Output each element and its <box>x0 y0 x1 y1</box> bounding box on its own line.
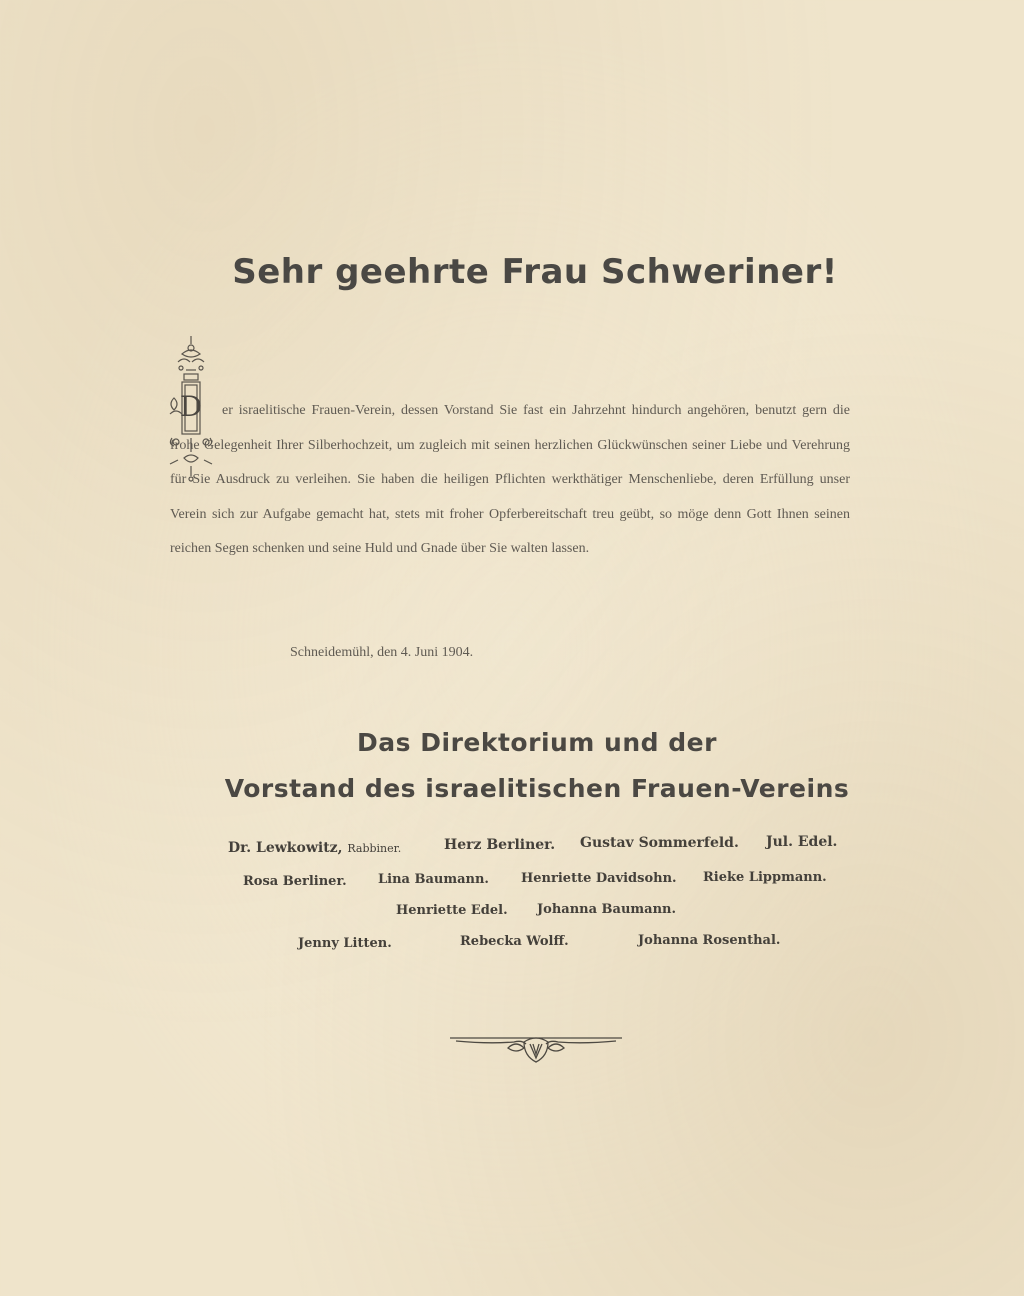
signatory-name: Dr. Lewkowitz, <box>228 840 343 856</box>
signatory <box>460 934 569 949</box>
signatory <box>537 902 676 917</box>
signatory-name: Rosa Berliner. <box>243 874 347 889</box>
signatory-name: Henriette Davidsohn. <box>521 871 677 886</box>
signatory-name: Lina Baumann. <box>378 872 489 887</box>
signatory-name: Jul. Edel. <box>766 834 838 850</box>
initial-letter: D <box>179 390 203 423</box>
signatory-name: Rieke Lippmann. <box>703 870 827 885</box>
heading-line-2: Vorstand des israelitischen Frauen-Vereins <box>224 774 850 803</box>
signatory-name: Jenny Litten. <box>298 936 392 951</box>
signatory <box>243 874 347 889</box>
signatory-name: Johanna Rosenthal. <box>638 933 781 948</box>
signatory-name: Johanna Baumann. <box>537 902 677 917</box>
signatory <box>444 837 555 853</box>
initial-spacer <box>170 400 222 414</box>
fleuron-divider-icon <box>448 1028 624 1068</box>
heading-line-1: Das Direktorium und der <box>357 728 717 757</box>
signatory <box>228 840 401 856</box>
letter-body <box>170 394 850 567</box>
signatory-name: Gustav Sommerfeld. <box>580 835 739 851</box>
letter-first-line: er israelitische Frauen-Verein, dessen Vorstand Sie fast ein Jahrzehnt hindurch angehören, <box>222 403 750 418</box>
signatory-name: Rebecka Wolff. <box>460 934 569 949</box>
signatory-role: Rabbiner. <box>347 842 402 855</box>
signatory <box>580 835 739 851</box>
signatory <box>378 872 489 887</box>
salutation: Sehr geehrte Frau Schweriner! <box>232 252 838 292</box>
signatory-name: Henriette Edel. <box>396 903 508 918</box>
signatory-name: Herz Berliner. <box>444 837 556 853</box>
signatory <box>638 933 780 948</box>
signatory <box>766 834 837 850</box>
signatory <box>703 870 827 885</box>
letter-rest: benutzt gern die frohe Gelegenheit Ihrer Silberhochzeit, um zugleich mit seinen herzlichen Glückwünschen seiner Liebe und Verehrung für Sie Ausdruck zu verleihen. Sie haben die heiligen Pflichten werkthätiger Menschenliebe, deren Erfüllung unser Verein sich zur Aufgabe gemacht hat, stets mit froher Opferbereitschaft treu geübt, so möge denn Gott Ihnen seinen reichen Segen schenken und seine Huld und Gnade über Sie walten lassen. <box>170 403 851 556</box>
signatory <box>396 903 508 918</box>
signatory <box>298 936 392 951</box>
signatory <box>521 871 677 886</box>
date-line: Schneidemühl, den 4. Juni 1904. <box>290 645 474 660</box>
